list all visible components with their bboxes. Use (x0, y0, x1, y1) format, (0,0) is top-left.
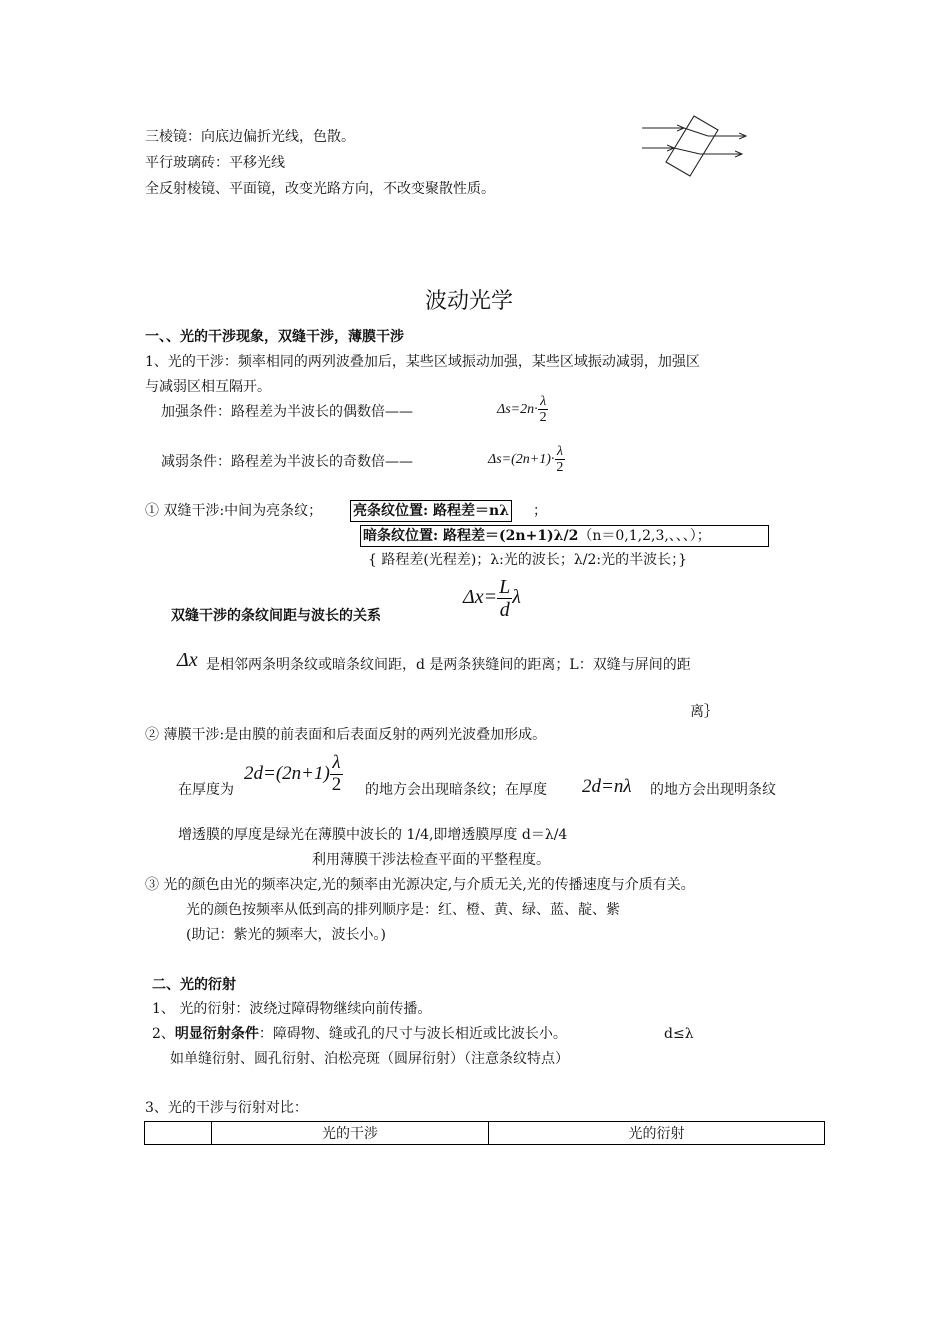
comparison-intro: 3、光的干涉与衍射对比： (145, 1100, 308, 1116)
weaken-condition: 减弱条件：路程差为半波长的奇数倍—— (161, 454, 413, 470)
diffraction-examples: 如单缝衍射、圆孔衍射、泊松亮斑（圆屏衍射）（注意条纹特点） (170, 1051, 569, 1067)
spacing-title: 双缝干涉的条纹间距与波长的关系 (171, 608, 381, 624)
color-order: 光的颜色按频率从低到高的排列顺序是：红、橙、黄、绿、蓝、靛、紫 (186, 902, 620, 918)
thin-film-dark-formula: 2d=(2n+1) $\frac{\lambda}{2}$ (244, 752, 342, 796)
thickness-prefix: 在厚度为 (178, 782, 234, 798)
spacing-description-cont: 离｝ (690, 704, 718, 720)
bright-fringe-text: 的地方会出现明条纹 (650, 782, 776, 798)
table-row (145, 1122, 825, 1145)
dark-fringe-box (360, 525, 769, 547)
spacing-description: 是相邻两条明条纹或暗条纹间距，d 是两条狭缝间的距离；L：双缝与屏间的距 (206, 657, 691, 673)
diffraction-heading: 二、光的衍射 (152, 977, 236, 993)
diffraction-item-2: 2、明显衍射条件：障碍物、缝或孔的尺寸与波长相近或比波长小。 (152, 1026, 567, 1042)
flatness-check: 利用薄膜干涉法检查平面的平整程度。 (312, 852, 550, 868)
prism-note: 三棱镜：向底边偏折光线，色散。 (145, 129, 355, 145)
dark-fringe-position: 暗条纹位置: 路程差＝(2n+1)λ/2 (363, 528, 579, 544)
spacing-formula: Δx= $\frac{L}{d}$ λ (463, 575, 521, 621)
page-title: 波动光学 (425, 289, 514, 314)
strengthen-formula: Δs=2n· $\frac{\lambda}{2}$ (497, 393, 547, 426)
dark-fringe-text: 的地方会出现暗条纹；在厚度 (365, 782, 547, 798)
path-difference-note: { 路程差(光程差)；λ:光的波长；λ/2:光的半波长；} (368, 552, 687, 568)
memory-aid: (助记：紫光的频率大，波长小。) (186, 927, 386, 943)
weaken-formula: Δs=(2n+1)· $\frac{\lambda}{2}$ (488, 443, 564, 476)
thin-film-interference: ② 薄膜干涉:是由膜的前表面和后表面反射的两列光波叠加形成。 (145, 727, 547, 743)
dark-fringe-range: （n＝0,1,2,3,、、、）； (578, 528, 711, 544)
interference-heading: 一、、光的干涉现象，双缝干涉，薄膜干涉 (145, 329, 404, 345)
semicolon: ； (533, 503, 547, 519)
strengthen-condition: 加强条件：路程差为半波长的偶数倍—— (161, 404, 413, 420)
interference-definition-cont: 与减弱区相互隔开。 (145, 379, 271, 395)
double-slit-intro: ① 双缝干涉:中间为亮条纹； (145, 503, 323, 519)
comparison-table (144, 1121, 825, 1145)
delta-x-symbol: Δx (177, 649, 198, 671)
thin-film-bright-formula: 2d=nλ (582, 776, 632, 797)
diffraction-condition: d≤λ (664, 1026, 694, 1042)
glass-slab-diagram (636, 112, 756, 182)
glass-slab-note: 平行玻璃砖：平移光线 (145, 155, 285, 171)
table-header-diffraction: 光的衍射 (489, 1122, 825, 1145)
diffraction-item-1: 1、 光的衍射：波绕过障碍物继续向前传播。 (152, 1001, 432, 1017)
mirror-note: 全反射棱镜、平面镜，改变光路方向，不改变聚散性质。 (145, 181, 495, 197)
table-header-blank (145, 1122, 212, 1145)
interference-definition: 1、光的干涉：频率相同的两列波叠加后，某些区域振动加强，某些区域振动减弱，加强区 (145, 354, 700, 370)
anti-reflection-coating: 增透膜的厚度是绿光在薄膜中波长的 1/4,即增透膜厚度 d＝λ/4 (178, 827, 568, 843)
light-color-rule: ③ 光的颜色由光的频率决定,光的频率由光源决定,与介质无关,光的传播速度与介质有关。 (145, 877, 695, 893)
bright-fringe-position: 亮条纹位置: 路程差＝nλ (350, 500, 512, 522)
table-header-interference: 光的干涉 (212, 1122, 489, 1145)
